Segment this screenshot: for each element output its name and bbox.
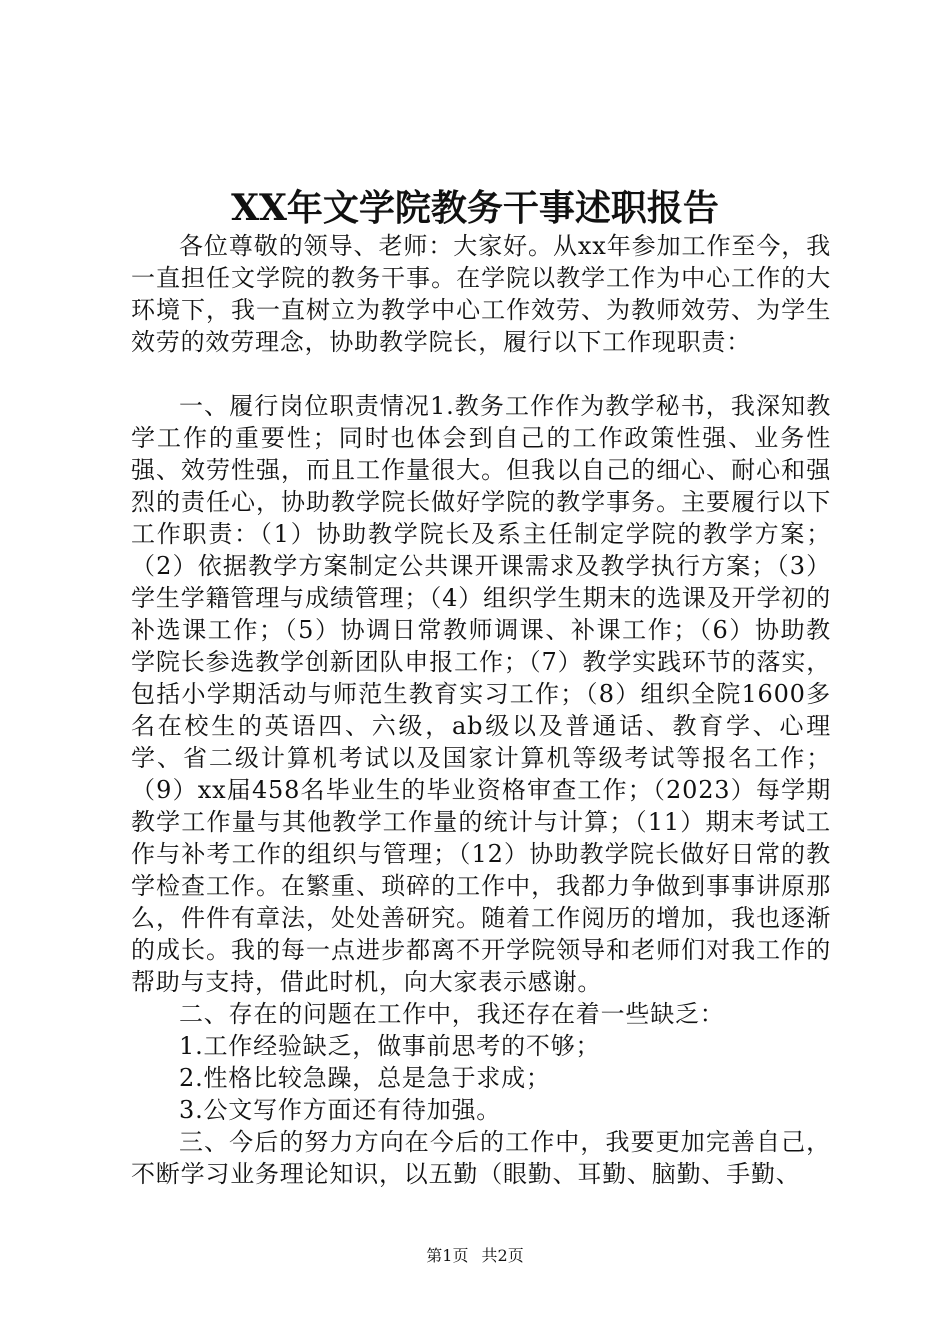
page-footer [0,1246,950,1266]
document-body [131,230,831,1190]
paragraph-greeting: 各位尊敬的领导、老师：大家好。从xx年参加工作至今，我一直担任文学院的教务干事。在学院以教学工作为中心工作的大环境下，我一直树立为教学中心工作效劳、为教师效劳、为学生效劳的效劳理念，协助教学院长，履行以下工作现职责： [131,232,831,356]
paragraph-problems-heading: 二、存在的问题在工作中，我还存在着一些缺乏： [179,1000,725,1028]
paragraph-problem-3: 3.公文写作方面还有待加强。 [179,1096,502,1124]
page-total: 共2页 [481,1246,524,1265]
paragraph-future: 三、今后的努力方向在今后的工作中，我要更加完善自己，不断学习业务理论知识，以五勤（眼勤、耳勤、脑勤、手勤、 [131,1128,831,1188]
document-title: XX年文学院教务干事述职报告 [231,187,719,229]
paragraph-problem-2: 2.性格比较急躁，总是急于求成； [179,1064,551,1092]
paragraph-duties: 一、履行岗位职责情况1.教务工作作为教学秘书，我深知教学工作的重要性；同时也体会到自己的工作政策性强、业务性强、效劳性强，而且工作量很大。但我以自己的细心、耐心和强烈的责任心，协助教学院长做好学院的教学事务。主要履行以下工作职责：（1）协助教学院长及系主任制定学院的教学方案；（2）依据教学方案制定公共课开课需求及教学执行方案；（3）学生学籍管理与成绩管理；（4）组织学生期末的选课及开学初的补选课工作；（5）协调日常教师调课、补课工作；（6）协助教学院长参选教学创新团队申报工作；（7）教学实践环节的落实，包括小学期活动与师范生教育实习工作；（8）组织全院1600多名在校生的英语四、六级，ab级以及普通话、教育学、心理学、省二级计算机考试以及国家计算机等级考试等报名工作；（9）xx届458名毕业生的毕业资格审查工作；（2023）每学期教学工作量与其他教学工作量的统计与计算；（11）期末考试工作与补考工作的组织与管理；（12）协助教学院长做好日常的教学检查工作。在繁重、琐碎的工作中，我都力争做到事事讲原那么，件件有章法，处处善研究。随着工作阅历的增加，我也逐渐的成长。我的每一点进步都离不开学院领导和老师们对我工作的帮助与支持，借此时机，向大家表示感谢。 [131,392,831,996]
paragraph-problem-1: 1.工作经验缺乏，做事前思考的不够； [179,1032,601,1060]
page-number: 第1页 [426,1246,469,1265]
